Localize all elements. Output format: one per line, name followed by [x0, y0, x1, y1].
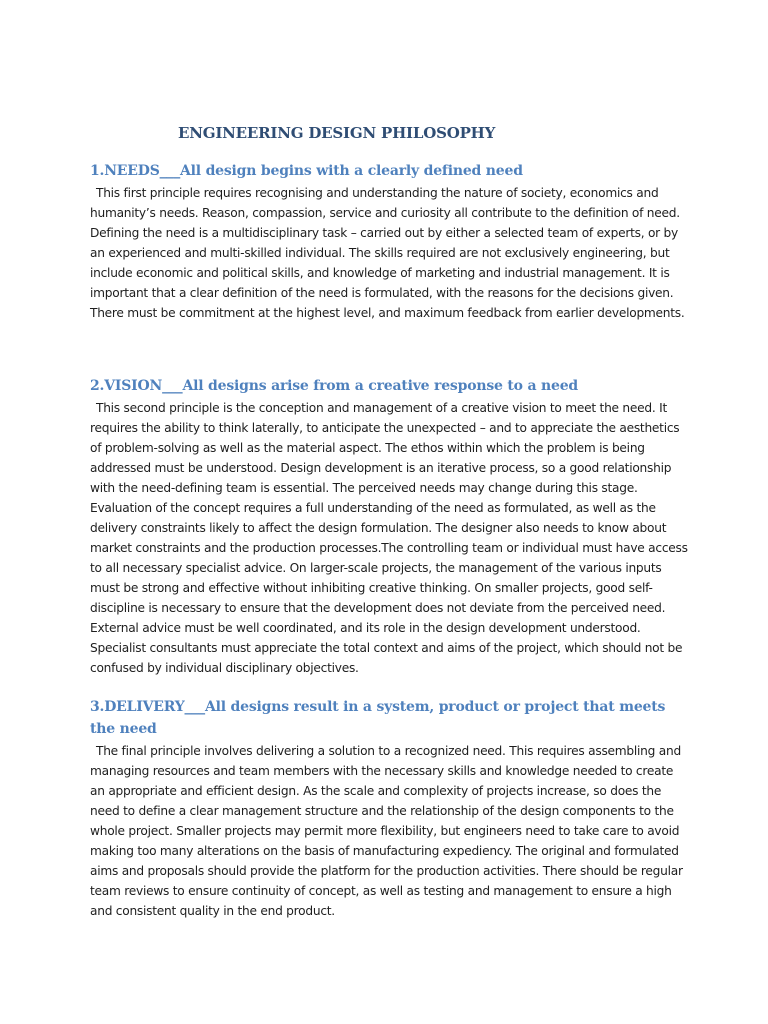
- section-heading-needs: 1.NEEDS___All design begins with a clearly defined need: [90, 163, 523, 179]
- section-delivery: [90, 696, 688, 921]
- section-body-vision: This second principle is the conception and management of a creative vision to meet the need. It requires the ability to think laterally, to anticipate the unexpected – and to appreciate the aesthetics of problem-solving as well as the material aspect. The ethos within which the problem is being addressed must be understood. Design development is an iterative process, so a good relationship with the need-defining team is essential. The perceived needs may change during this stage. Evaluation of the concept requires a full understanding of the need as formulated, as well as the delivery constraints likely to affect the design formulation. The designer also needs to know about market constraints and the production processes.The controlling team or individual must have access to all necessary specialist advice. On larger-scale projects, the management of the various inputs must be strong and effective without inhibiting creative thinking. On smaller projects, good self-discipline is necessary to ensure that the development does not deviate from the perceived need. External advice must be well coordinated, and its role in the design development understood. Specialist consultants must appreciate the total context and aims of the project, which should not be confused by individual disciplinary objectives.: [90, 401, 688, 675]
- section-heading-vision: 2.VISION___All designs arise from a creative response to a need: [90, 378, 578, 394]
- section-body-delivery: The final principle involves delivering a solution to a recognized need. This requires assembling and managing resources and team members with the necessary skills and knowledge needed to create an appropriate and efficient design. As the scale and complexity of projects increase, so does the need to define a clear management structure and the relationship of the design components to the whole project. Smaller projects may permit more flexibility, but engineers need to take care to avoid making too many alterations on the basis of manufacturing expediency. The original and formulated aims and proposals should provide the platform for the production activities. There should be regular team reviews to ensure continuity of concept, as well as testing and management to ensure a high and consistent quality in the end product.: [90, 744, 683, 918]
- section-heading-delivery: 3.DELIVERY___All designs result in a system, product or project that meets the need: [90, 699, 666, 737]
- section-vision: [90, 375, 688, 678]
- section-needs: [90, 160, 688, 323]
- document-title: ENGINEERING DESIGN PHILOSOPHY: [178, 124, 496, 142]
- section-body-needs: This first principle requires recognising and understanding the nature of society, economics and humanity’s needs. Reason, compassion, service and curiosity all contribute to the definition of need. Defining the need is a multidisciplinary task – carried out by either a selected team of experts, or by an experienced and multi-skilled individual. The skills required are not exclusively engineering, but include economic and political skills, and knowledge of marketing and industrial management. It is important that a clear definition of the need is formulated, with the reasons for the decisions given. There must be commitment at the highest level, and maximum feedback from earlier developments.: [90, 186, 685, 320]
